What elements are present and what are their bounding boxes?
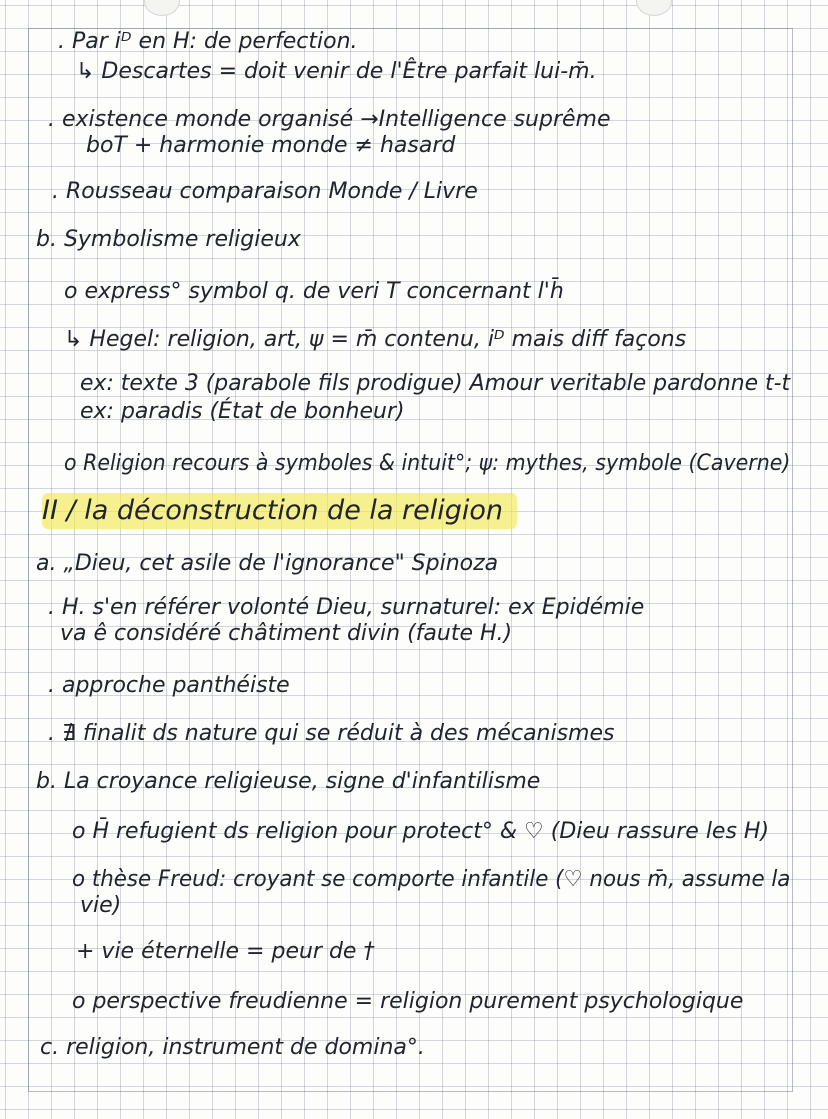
binder-hole-left xyxy=(144,0,180,16)
note-line: . existence monde organisé →Intelligence suprême xyxy=(48,107,611,132)
note-line: va ê considéré châtiment divin (faute H.) xyxy=(60,621,513,646)
note-line: . H. s'en référer volonté Dieu, surnaturel: ex Epidémie xyxy=(48,595,645,620)
note-line: . ∄ finalit ds nature qui se réduit à des mécanismes xyxy=(48,721,615,746)
note-line: ex: texte 3 (parabole fils prodigue) Amour veritable pardonne t-t xyxy=(80,371,791,396)
note-line: . approche panthéiste xyxy=(48,673,290,698)
note-line: ↳ Descartes = doit venir de l'Être parfait lui-m̄. xyxy=(76,59,597,84)
binder-hole-right xyxy=(636,0,672,16)
note-line: o express° symbol q. de veri T concernant l'h̄ xyxy=(64,279,564,304)
section-subtitle: b. La croyance religieuse, signe d'infantilisme xyxy=(36,769,541,794)
note-line: vie) xyxy=(80,893,122,918)
section-heading: II / la déconstruction de la religion xyxy=(42,495,504,526)
note-line: o perspective freudienne = religion purement psychologique xyxy=(72,989,744,1014)
note-line: ↳ Hegel: religion, art, ψ = m̄ contenu, iᴰ mais diff façons xyxy=(64,327,687,352)
note-line: o H̄ refugient ds religion pour protect° & ♡ (Dieu rassure les H) xyxy=(72,819,770,844)
note-line: . Rousseau comparaison Monde / Livre xyxy=(52,179,478,204)
note-line: ex: paradis (État de bonheur) xyxy=(80,399,405,424)
section-subtitle: b. Symbolisme religieux xyxy=(36,227,301,252)
note-line: . Par iᴰ en H: de perfection. xyxy=(58,29,358,54)
section-subtitle: c. religion, instrument de domina°. xyxy=(40,1035,425,1060)
note-line: boT + harmonie monde ≠ hasard xyxy=(86,133,456,158)
note-line: o thèse Freud: croyant se comporte infantile (♡ nous m̄, assume la xyxy=(72,867,791,892)
section-subtitle: a. „Dieu, cet asile de l'ignorance" Spinoza xyxy=(36,551,499,576)
note-line: + vie éternelle = peur de † xyxy=(76,939,375,964)
note-line: o Religion recours à symboles & intuit°; ψ: mythes, symbole (Caverne) xyxy=(64,451,791,476)
